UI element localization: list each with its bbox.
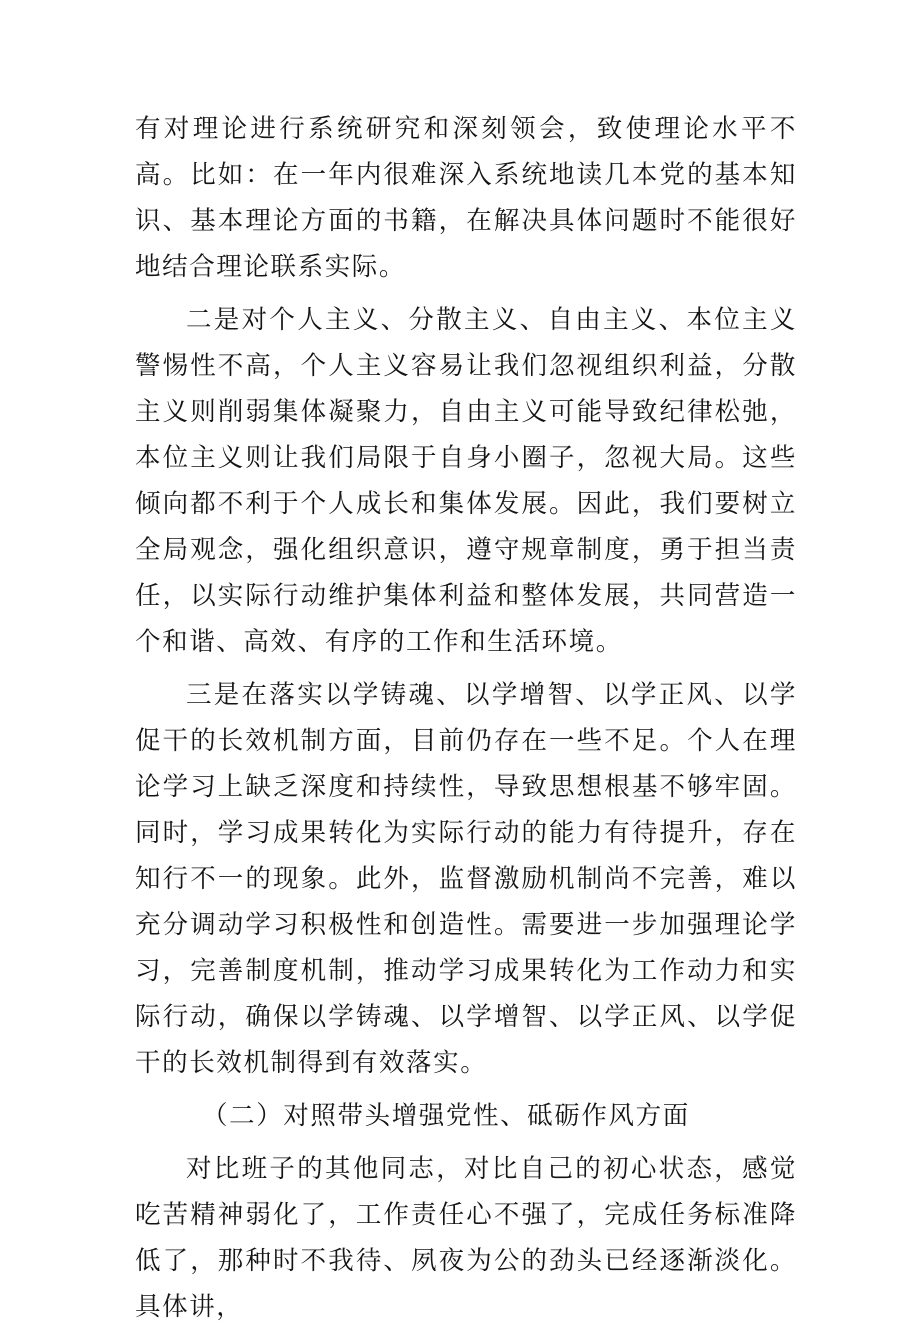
paragraph-point-three: 三是在落实以学铸魂、以学增智、以学正风、以学促干的长效机制方面，目前仍存在一些不足。个人在理论学习上缺乏深度和持续性，导致思想根基不够牢固。同时，学习成果转化为实际行动的能力有待提升，存在知行不一的现象。此外，监督激励机制尚不完善，难以充分调动学习积极性和创造性。需要进一步加强理论学习，完善制度机制，推动学习成果转化为工作动力和实际行动，确保以学铸魂、以学增智、以学正风、以学促干的长效机制得到有效落实。 [135, 680, 797, 1078]
paragraph-point-two: 二是对个人主义、分散主义、自由主义、本位主义警惕性不高，个人主义容易让我们忽视组织利益，分散主义则削弱集体凝聚力，自由主义可能导致纪律松弛，本位主义则让我们局限于自身小圈子，忽视大局。这些倾向都不利于个人成长和集体发展。因此，我们要树立全局观念，强化组织意识，遵守规章制度，勇于担当责任，以实际行动维护集体利益和整体发展，共同营造一个和谐、高效、有序的工作和生活环境。 [135, 305, 797, 657]
paragraph-closing: 对比班子的其他同志，对比自己的初心状态，感觉吃苦精神弱化了，工作责任心不强了，完成任务标准降低了，那种时不我待、夙夜为公的劲头已经逐渐淡化。具体讲， [135, 1154, 797, 1322]
paragraph-continuation: 有对理论进行系统研究和深刻领会，致使理论水平不高。比如：在一年内很难深入系统地读几本党的基本知识、基本理论方面的书籍，在解决具体问题时不能很好地结合理论联系实际。 [135, 114, 797, 282]
document-body [135, 106, 797, 1337]
section-heading: （二）对照带头增强党性、砥砺作风方面 [202, 1101, 690, 1131]
